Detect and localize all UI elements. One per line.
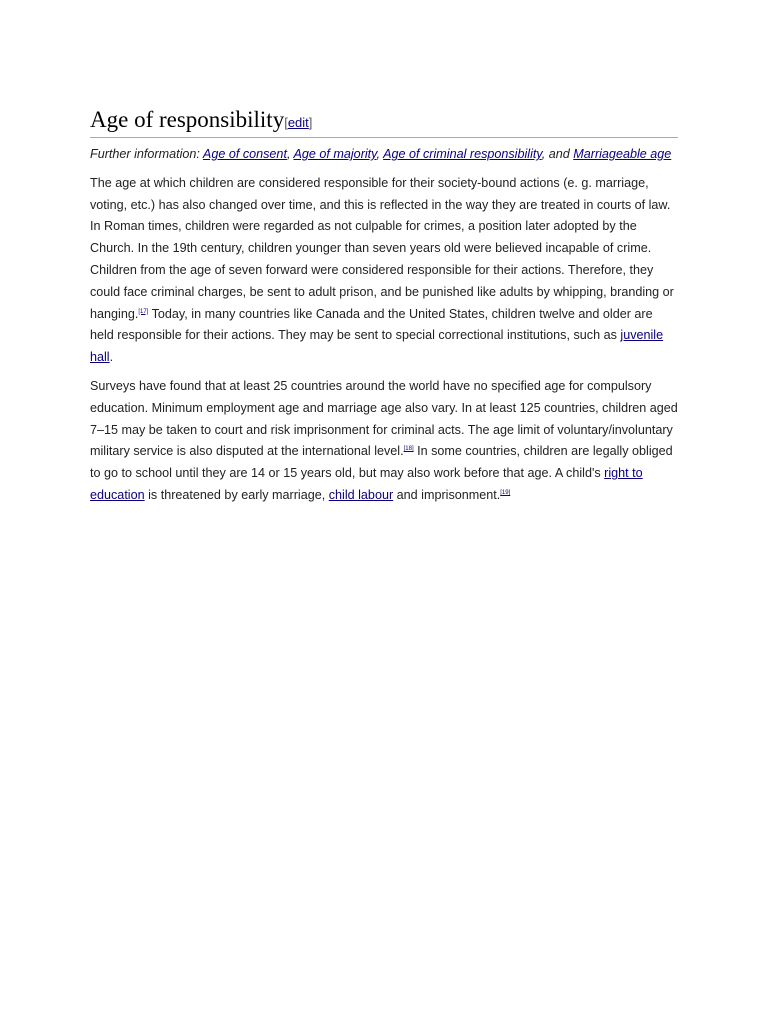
citation-link-19[interactable]: [19] — [500, 489, 511, 496]
citation-link-17[interactable]: [17] — [138, 308, 149, 315]
paragraph-text: is threatened by early marriage, — [144, 487, 329, 502]
paragraph-text: The age at which children are considered responsible for their society-bound actions (e. g. marriage, voting, etc.) has also changed over time, and this is reflected in the way they are treated in courts of law. In Roman times, children were regarded as not culpable for crimes, a position later adopted by the Church. In the 19th century, children younger than seven years old were believed incapable of crime. Children from the age of seven forward were considered responsible for their actions. Therefore, they could face criminal charges, be sent to adult prison, and be punished like adults by whipping, branding or hanging. — [90, 175, 674, 321]
link-right-to-education[interactable]: right to education — [90, 466, 643, 502]
link-age-of-consent[interactable]: Age of consent — [202, 147, 287, 161]
hatnote-separator: , — [286, 147, 294, 161]
section-heading: Age of responsibility — [90, 107, 285, 132]
hatnote-separator: , and — [541, 147, 574, 161]
paragraph-text: Surveys have found that at least 25 countries around the world have no specified age for compulsory education. Minimum employment age and marriage age also vary. In at least 125 countries, children aged 7–15 may be taken to court and risk imprisonment for criminal acts. The age limit of voluntary/involuntary military service is also disputed at the international level. — [90, 378, 678, 459]
paragraph-text: and imprisonment. — [393, 487, 501, 502]
link-age-of-majority[interactable]: Age of majority — [293, 147, 377, 161]
link-marriageable-age[interactable]: Marriageable age — [573, 147, 672, 161]
section-heading-row — [90, 104, 678, 138]
citation-ref — [500, 490, 510, 496]
article-content — [90, 104, 678, 514]
paragraph-text: Today, in many countries like Canada and the United States, children twelve and older are held responsible for their actions. They may be sent to special correctional institutions, such as — [90, 306, 653, 343]
citation-link-18[interactable]: [18] — [403, 446, 414, 453]
link-age-of-criminal-responsibility[interactable]: Age of criminal responsibility — [383, 147, 542, 161]
paragraph-text: . — [109, 350, 114, 365]
edit-section — [284, 115, 312, 130]
citation-ref — [404, 446, 414, 452]
edit-link[interactable]: edit — [287, 115, 309, 130]
hatnote-prefix: Further information: — [90, 147, 203, 161]
citation-ref — [138, 309, 148, 315]
paragraph-responsibility — [90, 173, 678, 369]
link-child-labour[interactable]: child labour — [328, 487, 394, 502]
hatnote-separator: , — [376, 147, 384, 161]
hatnote — [90, 144, 678, 166]
edit-bracket-open: [ — [284, 115, 288, 130]
edit-bracket-close: ] — [308, 115, 313, 130]
paragraph-text: In some countries, children are legally obliged to go to school until they are 14 or 15 years old, but may also work before that age. A child's — [90, 444, 673, 481]
link-juvenile-hall[interactable]: juvenile hall — [90, 328, 664, 365]
paragraph-surveys — [90, 376, 678, 507]
